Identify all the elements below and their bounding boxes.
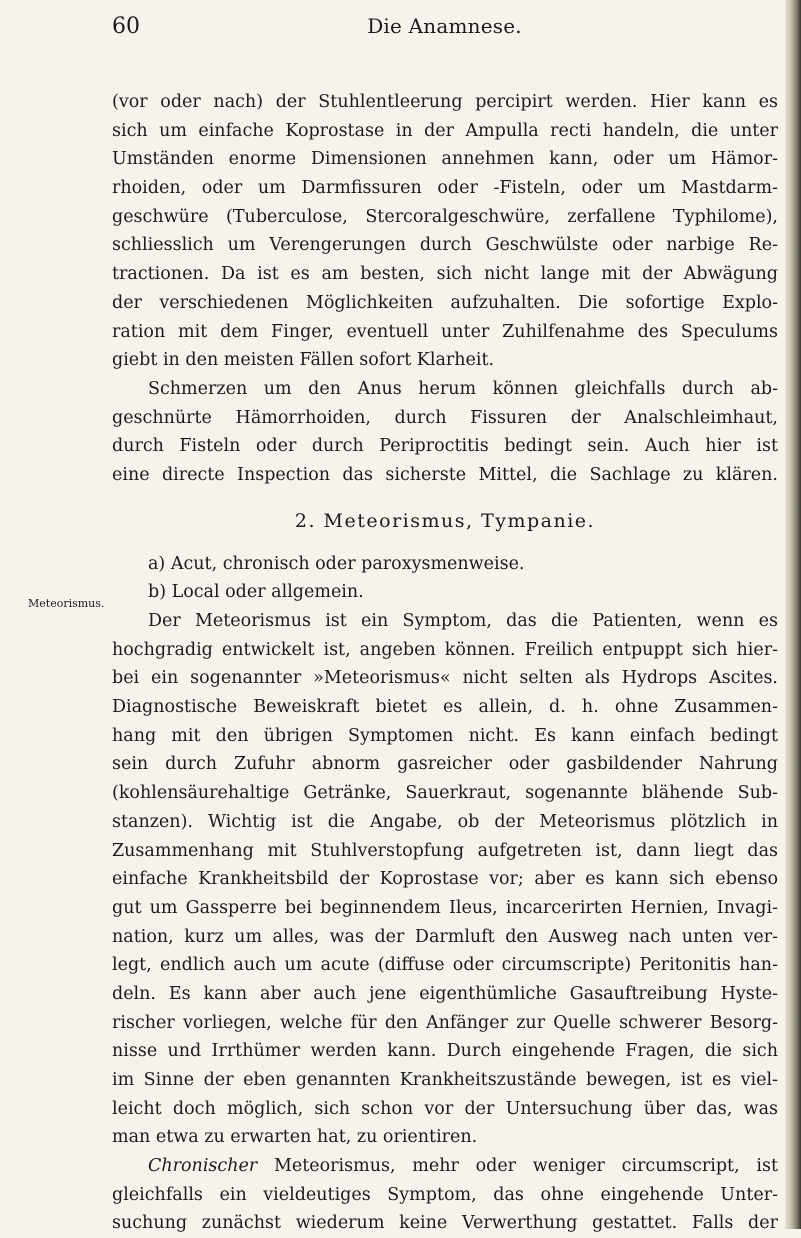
- text-line: geschnürte Hämorrhoiden, durch Fissuren der Analschleimhaut,: [112, 407, 778, 428]
- page-number: 60: [112, 14, 140, 39]
- italic-lead-word: Chronischer: [148, 1156, 258, 1177]
- text-line: durch Fisteln oder durch Periproctitis bedingt sein. Auch hier ist: [112, 436, 778, 457]
- paragraph-3: [112, 607, 778, 1152]
- paragraph-1: [112, 88, 778, 375]
- text-line: einfache Krankheitsbild der Koprostase vor; aber es kann sich ebenso: [112, 869, 778, 890]
- text-line: gleichfalls ein vieldeutiges Symptom, das ohne eingehende Unter-: [112, 1184, 778, 1205]
- paragraph-4: [112, 1152, 778, 1238]
- text-line: (kohlensäurehaltige Getränke, Sauerkraut, sogenannte blähende Sub-: [112, 783, 778, 804]
- book-spine-shadow: [785, 0, 801, 1229]
- text-line: schliesslich um Verengerungen durch Geschwülste oder narbige Re-: [112, 235, 778, 256]
- text-line: geschwüre (Tuberculose, Stercoralgeschwüre, zerfallene Typhilome),: [112, 206, 778, 227]
- text-line: nation, kurz um alles, was der Darmluft den Ausweg nach unten ver-: [112, 926, 778, 947]
- text-line: Zusammenhang mit Stuhlverstopfung aufgetreten ist, dann liegt das: [112, 840, 778, 861]
- text-line: eine directe Inspection das sicherste Mittel, die Sachlage zu klären.: [112, 464, 778, 485]
- text-line: tractionen. Da ist es am besten, sich nicht lange mit der Abwägung: [112, 264, 778, 285]
- margin-note: Meteorismus.: [28, 597, 105, 610]
- subtype-list: [112, 550, 778, 607]
- text-line: Schmerzen um den Anus herum können gleichfalls durch ab-: [148, 378, 778, 399]
- body-text: [112, 88, 778, 1238]
- text-line: giebt in den meisten Fällen sofort Klarheit.: [112, 350, 495, 371]
- paragraph-2: [112, 375, 778, 490]
- text-line: rhoiden, oder um Darmfissuren oder -Fisteln, oder um Mastdarm-: [112, 178, 778, 199]
- text-line: Umständen enorme Dimensionen annehmen kann, oder um Hämor-: [112, 149, 778, 170]
- text-line: im Sinne der eben genannten Krankheitszustände bewegen, ist es viel-: [112, 1070, 778, 1090]
- text-line: nisse und Irrthümer werden kann. Durch eingehende Fragen, die sich: [112, 1041, 778, 1062]
- text-line: legt, endlich auch um acute (diffuse oder circumscripte) Peritonitis han-: [112, 955, 778, 976]
- text-line: hang mit den übrigen Symptomen nicht. Es kann einfach bedingt: [112, 725, 778, 746]
- text-line: deln. Es kann aber auch jene eigenthümliche Gasauftreibung Hyste-: [112, 983, 778, 1004]
- text-line: bei ein sogenannter »Meteorismus« nicht selten als Hydrops Ascites.: [112, 668, 778, 689]
- page-header: [112, 14, 777, 42]
- line-rest: Meteorismus, mehr oder weniger circumscript, ist: [257, 1156, 778, 1177]
- text-line: sich um einfache Koprostase in der Ampulla recti handeln, die unter: [112, 120, 778, 141]
- text-line: der verschiedenen Möglichkeiten aufzuhalten. Die sofortige Explo-: [112, 292, 778, 313]
- text-line: man etwa zu erwarten hat, zu orientiren.: [112, 1127, 478, 1148]
- text-line: (vor oder nach) der Stuhlentleerung percipirt werden. Hier kann es: [112, 92, 778, 112]
- text-line: ration mit dem Finger, eventuell unter Zuhilfenahme des Speculums: [112, 321, 778, 342]
- text-line: rischer vorliegen, welche für den Anfänger zur Quelle schwerer Besorg-: [112, 1012, 778, 1033]
- text-line: leicht doch möglich, sich schon vor der Untersuchung über das, was: [112, 1098, 778, 1119]
- text-line: sein durch Zufuhr abnorm gasreicher oder gasbildender Nahrung: [112, 754, 778, 775]
- text-line: Der Meteorismus ist ein Symptom, das die Patienten, wenn es: [148, 611, 778, 631]
- text-line: hochgradig entwickelt ist, angeben können. Freilich entpuppt sich hier-: [112, 639, 778, 660]
- text-line: [112, 1152, 778, 1181]
- list-item: b) Local oder allgemein.: [148, 582, 364, 603]
- text-line: suchung zunächst wiederum keine Verwerthung gestattet. Falls der: [112, 1213, 778, 1234]
- text-line: Diagnostische Beweiskraft bietet es allein, d. h. ohne Zusammen-: [112, 697, 778, 718]
- text-line: stanzen). Wichtig ist die Angabe, ob der Meteorismus plötzlich in: [112, 811, 778, 832]
- text-line: gut um Gassperre bei beginnendem Ileus, incarcerirten Hernien, Invagi-: [112, 897, 778, 918]
- section-heading: 2. Meteorismus, Tympanie.: [294, 509, 596, 532]
- running-head: Die Anamnese.: [367, 14, 522, 38]
- list-item: a) Acut, chronisch oder paroxysmenweise.: [148, 553, 525, 574]
